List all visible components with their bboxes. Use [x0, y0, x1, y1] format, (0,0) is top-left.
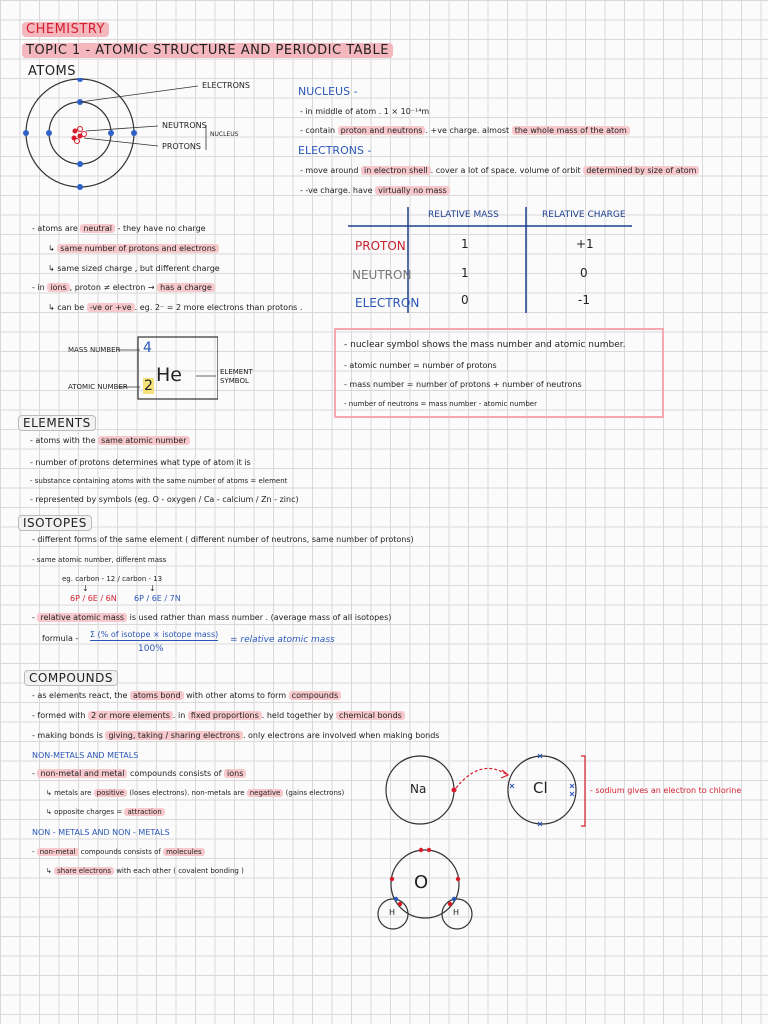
- row-proton-name: PROTON: [355, 239, 406, 253]
- isotopes-line-1: - different forms of the same element ( different number of neutrons, same number of protons): [32, 535, 414, 544]
- neutral-line-5: ↳ can be -ve or +ve . eg. 2⁻ = 2 more electrons than protons .: [48, 303, 303, 312]
- row-electron-name: ELECTRON: [355, 296, 420, 310]
- row-electron-mass: 0: [461, 293, 469, 307]
- row-proton-charge: +1: [576, 237, 594, 251]
- topic-heading: TOPIC 1 - ATOMIC STRUCTURE AND PERIODIC TABLE: [22, 43, 393, 58]
- compounds-line-7: - non-metal compounds consists of molecules: [32, 848, 205, 856]
- compounds-line-2: - formed with 2 or more elements . in fixed proportions . held together by chemical bonds: [32, 711, 405, 720]
- neutral-line-2: ↳ same number of protons and electrons: [48, 244, 219, 253]
- compounds-line-1: - as elements react, the atoms bond with other atoms to form compounds: [32, 691, 341, 700]
- nuclear-line-2: - atomic number = number of protons: [344, 361, 497, 370]
- c13-composition: 6P / 6E / 7N: [134, 594, 181, 603]
- isotopes-example: eg. carbon - 12 / carbon - 13: [62, 575, 163, 583]
- atom-diagram: [20, 78, 270, 198]
- nucleus-line-1: - in middle of atom . 1 × 10⁻¹⁴m: [300, 107, 430, 116]
- electrons-heading: ELECTRONS -: [298, 144, 372, 157]
- row-neutron-name: NEUTRON: [352, 268, 412, 282]
- formula-denominator: 100%: [138, 644, 164, 654]
- row-proton-mass: 1: [461, 237, 469, 251]
- non-metals-and-metals-heading: NON-METALS AND METALS: [32, 751, 139, 760]
- col-relative-charge: RELATIVE CHARGE: [542, 210, 626, 220]
- row-neutron-mass: 1: [461, 266, 469, 280]
- elements-line-4: - represented by symbols (eg. O - oxygen / Ca - calcium / Zn - zinc): [30, 495, 299, 504]
- isotopes-line-3: - relative atomic mass is used rather than mass number . (average mass of all isotopes): [32, 613, 392, 622]
- hydrogen-label-2: H: [453, 908, 460, 917]
- elements-heading: ELEMENTS: [18, 412, 96, 431]
- nuclear-line-4: - number of neutrons = mass number - atomic number: [344, 400, 537, 408]
- isotopes-line-2: - same atomic number, different mass: [32, 556, 167, 564]
- nuclear-line-3: - mass number = number of protons + number of neutrons: [344, 380, 582, 389]
- compounds-line-3: - making bonds is giving, taking / sharing electrons . only electrons are involved when making bonds: [32, 731, 440, 740]
- elements-line-1: - atoms with the same atomic number: [30, 436, 190, 445]
- elements-line-3: - substance containing atoms with the same number of atoms = element: [30, 477, 288, 485]
- element-symbol-pointer: [196, 373, 216, 379]
- page-title: CHEMISTRY: [22, 22, 109, 37]
- compounds-line-6: ↳ opposite charges = attraction: [46, 808, 165, 816]
- formula-numerator: Σ (% of isotope × isotope mass): [90, 630, 219, 639]
- neutrons-label: NEUTRONS: [162, 121, 207, 130]
- non-metals-and-non-metals-heading: NON - METALS AND NON - METALS: [32, 828, 170, 837]
- formula-label: formula -: [42, 634, 79, 643]
- element-symbol-label: ELEMENT SYMBOL: [220, 368, 253, 385]
- ionic-note: - sodium gives an electron to chlorine: [590, 786, 742, 795]
- protons-label: PROTONS: [162, 142, 201, 151]
- nucleus-heading: NUCLEUS -: [298, 85, 358, 98]
- nuclear-line-1: - nuclear symbol shows the mass number and atomic number.: [344, 340, 626, 350]
- cl-label: Cl: [533, 779, 548, 797]
- hydrogen-label-1: H: [389, 908, 396, 917]
- c12-composition: 6P / 6E / 6N: [70, 594, 117, 603]
- neutral-line-3: ↳ same sized charge , but different charge: [48, 264, 220, 273]
- neutral-line-4: - in ions , proton ≠ electron → has a charge: [32, 283, 215, 292]
- formula-result: = relative atomic mass: [230, 635, 335, 645]
- col-relative-mass: RELATIVE MASS: [428, 210, 499, 220]
- compounds-line-4: - non-metal and metal compounds consists of ions: [32, 769, 246, 778]
- c12-arrow: ↓: [82, 584, 89, 593]
- na-label: Na: [410, 782, 427, 796]
- atomic-number-label: ATOMIC NUMBER: [68, 383, 128, 391]
- isotopes-heading: ISOTOPES: [18, 512, 92, 531]
- nucleus-label: NUCLEUS: [210, 131, 239, 138]
- row-neutron-charge: 0: [580, 266, 588, 280]
- electrons-line-1: - move around in electron shell . cover a lot of space. volume of orbit determined by size of atom: [300, 166, 699, 175]
- he-atomic-number: 2: [144, 378, 153, 394]
- row-electron-charge: -1: [578, 293, 590, 307]
- he-symbol: He: [156, 364, 182, 386]
- oxygen-label: O: [414, 872, 429, 893]
- nucleus-line-2: - contain proton and neutrons . +ve charge. almost the whole mass of the atom: [300, 126, 630, 135]
- compounds-line-5: ↳ metals are positive (loses electrons). non-metals are negative (gains electrons): [46, 789, 345, 797]
- c13-arrow: ↓: [149, 584, 156, 593]
- mass-number-label: MASS NUMBER: [68, 346, 121, 354]
- compounds-line-8: ↳ share electrons with each other ( covalent bonding ): [46, 867, 244, 875]
- electrons-line-2: - -ve charge. have virtually no mass: [300, 186, 450, 195]
- he-mass-number: 4: [143, 340, 152, 356]
- atoms-heading: ATOMS: [28, 64, 77, 79]
- elements-line-2: - number of protons determines what type of atom it is: [30, 458, 251, 467]
- compounds-heading: COMPOUNDS: [24, 667, 118, 686]
- electrons-label: ELECTRONS: [202, 81, 250, 90]
- neutral-line-1: - atoms are neutral - they have no charge: [32, 224, 206, 233]
